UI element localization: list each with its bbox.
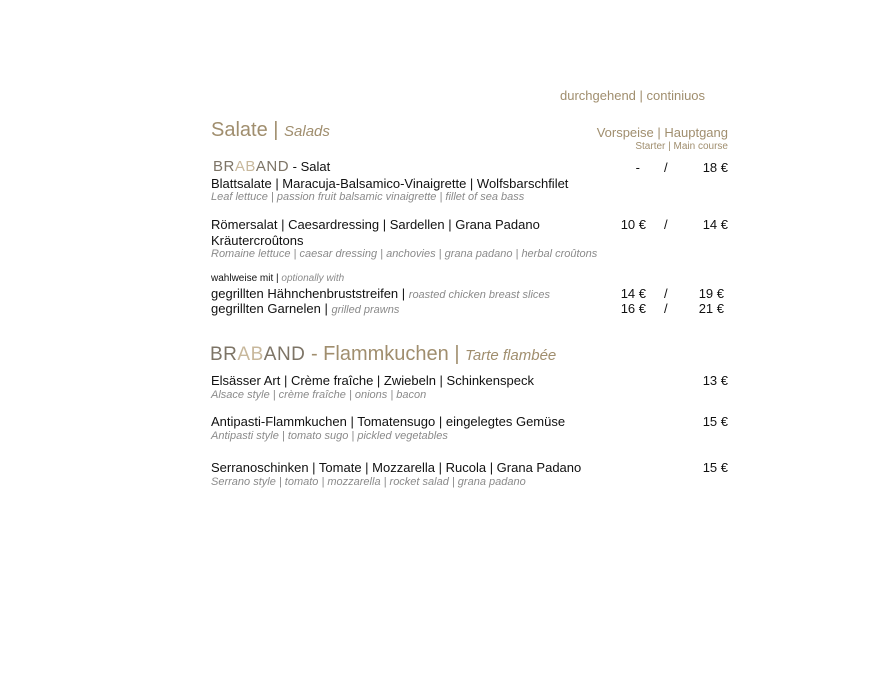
item-description: Antipasti style | tomato sugo | pickled vegetables — [211, 430, 448, 442]
price-separator: / — [664, 301, 668, 316]
item-description: Leaf lettuce | passion fruit balsamic vinaigrette | fillet of sea bass — [211, 191, 525, 203]
price-separator: / — [664, 217, 668, 232]
price-main: 18 € — [702, 160, 728, 175]
item-line2: Kräutercroûtons — [211, 233, 304, 248]
menu-item-serrano: Serranoschinken | Tomate | Mozzarella | Rucola | Grana Padano — [211, 460, 582, 475]
menu-item-antipasti: Antipasti-Flammkuchen | Tomatensugo | eingelegtes Gemüse — [211, 414, 566, 429]
column-header: Vorspeise | Hauptgang — [596, 125, 728, 140]
column-header-en: Starter | Main course — [635, 141, 728, 152]
price-separator: / — [664, 286, 668, 301]
price: 15 € — [702, 460, 728, 475]
price-main: 19 € — [698, 286, 724, 301]
price-starter: 14 € — [620, 286, 646, 301]
menu-item-roemersalat: Römersalat | Caesardressing | Sardellen | Grana Padano — [211, 217, 540, 232]
options-label: wahlweise mit | optionally with — [211, 273, 345, 284]
menu-item-elsaesser: Elsässer Art | Crème fraîche | Zwiebeln | Schinkenspeck — [211, 373, 534, 388]
item-name-suffix: - Salat — [292, 159, 331, 174]
salads-title-de: Salate | — [211, 119, 279, 141]
menu-item-braband-salat — [213, 159, 330, 174]
price: 15 € — [702, 414, 728, 429]
price: 13 € — [702, 373, 728, 388]
braband-logo: BRABAND — [210, 344, 306, 365]
item-line2: Blattsalate | Maracuja-Balsamico-Vinaigrette | Wolfsbarschfilet — [211, 176, 569, 191]
price-main: 21 € — [698, 301, 724, 316]
price-separator: / — [664, 160, 668, 175]
item-description: Serrano style | tomato | mozzarella | rocket salad | grana padano — [211, 476, 526, 488]
flammkuchen-title-en: Tarte flambée — [465, 347, 557, 364]
flammkuchen-title — [210, 342, 556, 368]
price-main: 14 € — [702, 217, 728, 232]
hours-note: durchgehend | continiuos — [560, 88, 706, 103]
salads-title — [211, 118, 330, 144]
option-row: gegrillten Garnelen | grilled prawns — [211, 301, 400, 316]
price-starter: - — [635, 160, 640, 175]
option-row: gegrillten Hähnchenbruststreifen | roasted chicken breast slices — [211, 286, 551, 301]
item-description: Alsace style | crème fraîche | onions | bacon — [211, 389, 427, 401]
price-starter: 16 € — [620, 301, 646, 316]
item-description: Romaine lettuce | caesar dressing | anchovies | grana padano | herbal croûtons — [211, 248, 598, 260]
price-starter: 10 € — [620, 217, 646, 232]
braband-logo: BRABAND — [213, 158, 290, 175]
salads-title-en: Salads — [284, 123, 330, 140]
flammkuchen-title-de: - Flammkuchen | — [310, 343, 460, 365]
